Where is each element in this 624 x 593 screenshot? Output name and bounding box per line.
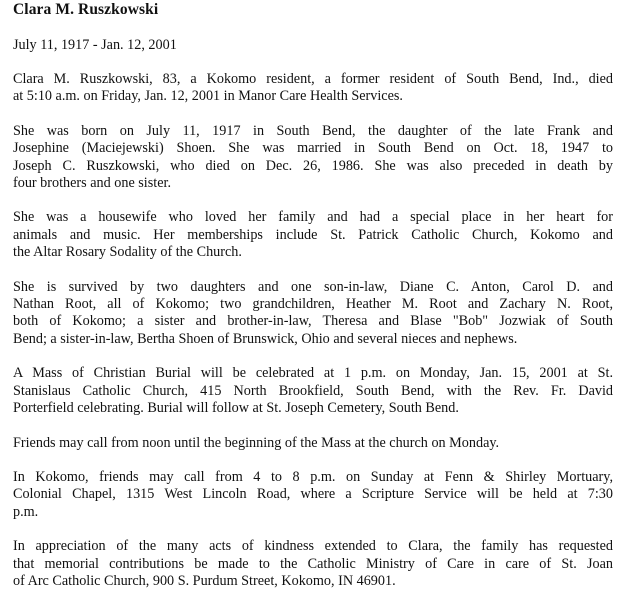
paragraph-line: Josephine (Maciejewski) Shoen. She was married in South Bend on Oct. 18, 1947 to [13, 140, 613, 157]
paragraph-line: Joseph C. Ruszkowski, who died on Dec. 26, 1986. She was also preceded in death by [13, 157, 613, 174]
paragraph-line: In Kokomo, friends may call from 4 to 8 p.m. on Sunday at Fenn & Shirley Mortuary, [13, 468, 613, 485]
paragraph-line: In appreciation of the many acts of kindness extended to Clara, the family has requested [13, 538, 613, 555]
paragraph-line: the Altar Rosary Sodality of the Church. [13, 244, 242, 261]
obituary-page [13, 0, 613, 590]
paragraph-line: Nathan Root, all of Kokomo; two grandchildren, Heather M. Root and Zachary N. Root, [13, 296, 613, 313]
life-dates: July 11, 1917 - Jan. 12, 2001 [13, 37, 177, 53]
paragraph-line: Stanislaus Catholic Church, 415 North Brookfield, South Bend, with the Rev. Fr. David [13, 382, 613, 399]
paragraph-line: Bend; a sister-in-law, Bertha Shoen of Brunswick, Ohio and several nieces and nephews. [13, 330, 518, 347]
paragraph-line: She was a housewife who loved her family and had a special place in her heart for [13, 209, 613, 226]
paragraph-line: both of Kokomo; a sister and brother-in-law, Theresa and Blase "Bob" Jozwiak of South [13, 313, 613, 330]
paragraph-line: of Arc Catholic Church, 900 S. Purdum Street, Kokomo, IN 46901. [13, 572, 396, 589]
obituary-paragraph [13, 538, 613, 590]
obituary-paragraph [13, 209, 613, 261]
obituary-paragraph [13, 123, 613, 193]
paragraph-line: She was born on July 11, 1917 in South Bend, the daughter of the late Frank and [13, 122, 613, 139]
paragraph-line: p.m. [13, 503, 39, 520]
obituary-title: Clara M. Ruszkowski [13, 1, 159, 18]
paragraph-line: Colonial Chapel, 1315 West Lincoln Road, where a Scripture Service will be held at 7:30 [13, 486, 613, 503]
obituary-paragraph [13, 435, 613, 452]
paragraph-line: Porterfield celebrating. Burial will follow at St. Joseph Cemetery, South Bend. [13, 400, 459, 417]
obituary-body [13, 71, 613, 590]
obituary-paragraph [13, 365, 613, 417]
paragraph-line: four brothers and one sister. [13, 175, 171, 192]
paragraph-line: that memorial contributions be made to the Catholic Ministry of Care in care of St. Joan [13, 555, 613, 572]
obituary-paragraph [13, 469, 613, 521]
paragraph-line: A Mass of Christian Burial will be celebrated at 1 p.m. on Monday, Jan. 15, 2001 at St. [13, 365, 613, 382]
paragraph-line: She is survived by two daughters and one son-in-law, Diane C. Anton, Carol D. and [13, 278, 613, 295]
paragraph-line: Friends may call from noon until the beginning of the Mass at the church on Monday. [13, 434, 500, 451]
paragraph-line: Clara M. Ruszkowski, 83, a Kokomo resident, a former resident of South Bend, Ind., died [13, 71, 613, 87]
obituary-paragraph [13, 71, 613, 106]
paragraph-line: at 5:10 a.m. on Friday, Jan. 12, 2001 in Manor Care Health Services. [13, 88, 403, 105]
paragraph-line: animals and music. Her memberships include St. Patrick Catholic Church, Kokomo and [13, 226, 613, 243]
obituary-paragraph [13, 279, 613, 349]
